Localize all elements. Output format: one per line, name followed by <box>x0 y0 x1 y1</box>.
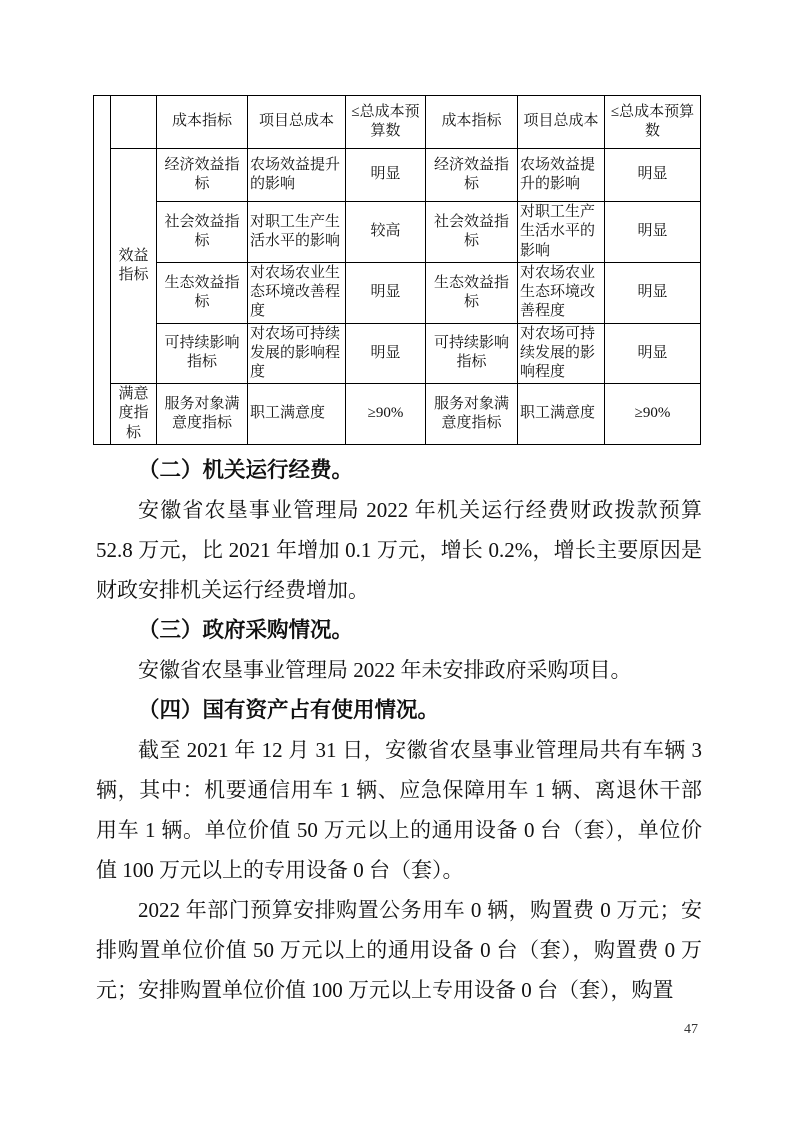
table-cell-indicator-name-2: 社会效益指标 <box>426 202 518 263</box>
table-cell-indicator-content-2: 对农场农业生态环境改善程度 <box>518 263 605 324</box>
table-cell-indicator-name: 生态效益指标 <box>157 263 248 324</box>
paragraph-assets-budget-purchase: 2022 年部门预算安排购置公务用车 0 辆，购置费 0 万元；安排购置单位价值 50 万元以上的通用设备 0 台（套），购置费 0 万元；安排购置单位价值 100 万元以上专用设备 0 台（套），购置 <box>96 898 702 1002</box>
table-cell-group-blank <box>111 96 157 149</box>
table-cell-indicator-value: ≥90% <box>346 384 426 445</box>
table-cell-indicator-name: 社会效益指标 <box>157 202 248 263</box>
section-heading-government-procurement: （三）政府采购情况。 <box>138 618 354 642</box>
table-cell-indicator-content-2: 农场效益提升的影响 <box>518 149 605 202</box>
table-cell-indicator-name-2: 服务对象满意度指标 <box>426 384 518 445</box>
table-cell-budget-limit-header-2: ≤总成本预算数 <box>605 96 701 149</box>
table-row-satisfaction <box>94 384 701 445</box>
section-heading-state-assets: （四）国有资产占有使用情况。 <box>138 698 440 722</box>
table-cell-project-total-cost-header-2: 项目总成本 <box>518 96 605 149</box>
page-number: 47 <box>684 1022 698 1037</box>
table-cell-indicator-content: 农场效益提升的影响 <box>248 149 346 202</box>
table-cell-indicator-value-2: ≥90% <box>605 384 701 445</box>
table-cell-cost-indicator-header: 成本指标 <box>157 96 248 149</box>
table-cell-indicator-content: 对农场可持续发展的影响程度 <box>248 323 346 384</box>
table-cell-indicator-name: 经济效益指标 <box>157 149 248 202</box>
table-cell-indicator-value-2: 明显 <box>605 323 701 384</box>
table-row-header <box>94 96 701 149</box>
document-body <box>96 450 702 1010</box>
table-cell-indicator-content: 职工满意度 <box>248 384 346 445</box>
table-cell-indicator-name: 服务对象满意度指标 <box>157 384 248 445</box>
paragraph-operating-expenses: 安徽省农垦事业管理局 2022 年机关运行经费财政拨款预算 52.8 万元，比 2021 年增加 0.1 万元，增长 0.2%，增长主要原因是财政安排机关运行经费增加。 <box>96 498 702 602</box>
table-cell-indicator-value: 较高 <box>346 202 426 263</box>
table-cell-indicator-value-2: 明显 <box>605 263 701 324</box>
table-row-economic-benefit <box>94 149 701 202</box>
table-cell-indicator-name-2: 生态效益指标 <box>426 263 518 324</box>
table-cell-indicator-content: 对农场农业生态环境改善程度 <box>248 263 346 324</box>
paragraph-assets-vehicles: 截至 2021 年 12 月 31 日，安徽省农垦事业管理局共有车辆 3 辆，其中：机要通信用车 1 辆、应急保障用车 1 辆、离退休干部用车 1 辆。单位价值 50 万元以上的通用设备 0 台（套），单位价值 100 万元以上的专用设备 0 台（套）。 <box>96 738 702 882</box>
performance-indicators-table <box>93 95 701 445</box>
table-cell-left-spacer <box>94 96 111 445</box>
table-cell-project-total-cost-header: 项目总成本 <box>248 96 346 149</box>
table-cell-indicator-content-2: 对农场可持续发展的影响程度 <box>518 323 605 384</box>
table-cell-cost-indicator-header-2: 成本指标 <box>426 96 518 149</box>
table-cell-indicator-value: 明显 <box>346 263 426 324</box>
table-row-social-benefit <box>94 202 701 263</box>
table-cell-indicator-name: 可持续影响指标 <box>157 323 248 384</box>
table-row-sustainable-impact <box>94 323 701 384</box>
table-cell-budget-limit-header: ≤总成本预算数 <box>346 96 426 149</box>
section-heading-organ-operating-expenses: （二）机关运行经费。 <box>138 458 354 482</box>
table-cell-indicator-name-2: 经济效益指标 <box>426 149 518 202</box>
table-cell-satisfaction-group: 满意度指标 <box>111 384 157 445</box>
table-cell-indicator-value: 明显 <box>346 323 426 384</box>
table-cell-benefit-indicator-group: 效益指标 <box>111 149 157 384</box>
table-cell-indicator-content: 对职工生产生活水平的影响 <box>248 202 346 263</box>
table-cell-indicator-value: 明显 <box>346 149 426 202</box>
table-row-ecological-benefit <box>94 263 701 324</box>
table-cell-indicator-content-2: 对职工生产生活水平的影响 <box>518 202 605 263</box>
table-cell-indicator-value-2: 明显 <box>605 202 701 263</box>
table-cell-indicator-name-2: 可持续影响指标 <box>426 323 518 384</box>
paragraph-procurement: 安徽省农垦事业管理局 2022 年未安排政府采购项目。 <box>138 658 632 682</box>
table-cell-indicator-value-2: 明显 <box>605 149 701 202</box>
table-cell-indicator-content-2: 职工满意度 <box>518 384 605 445</box>
